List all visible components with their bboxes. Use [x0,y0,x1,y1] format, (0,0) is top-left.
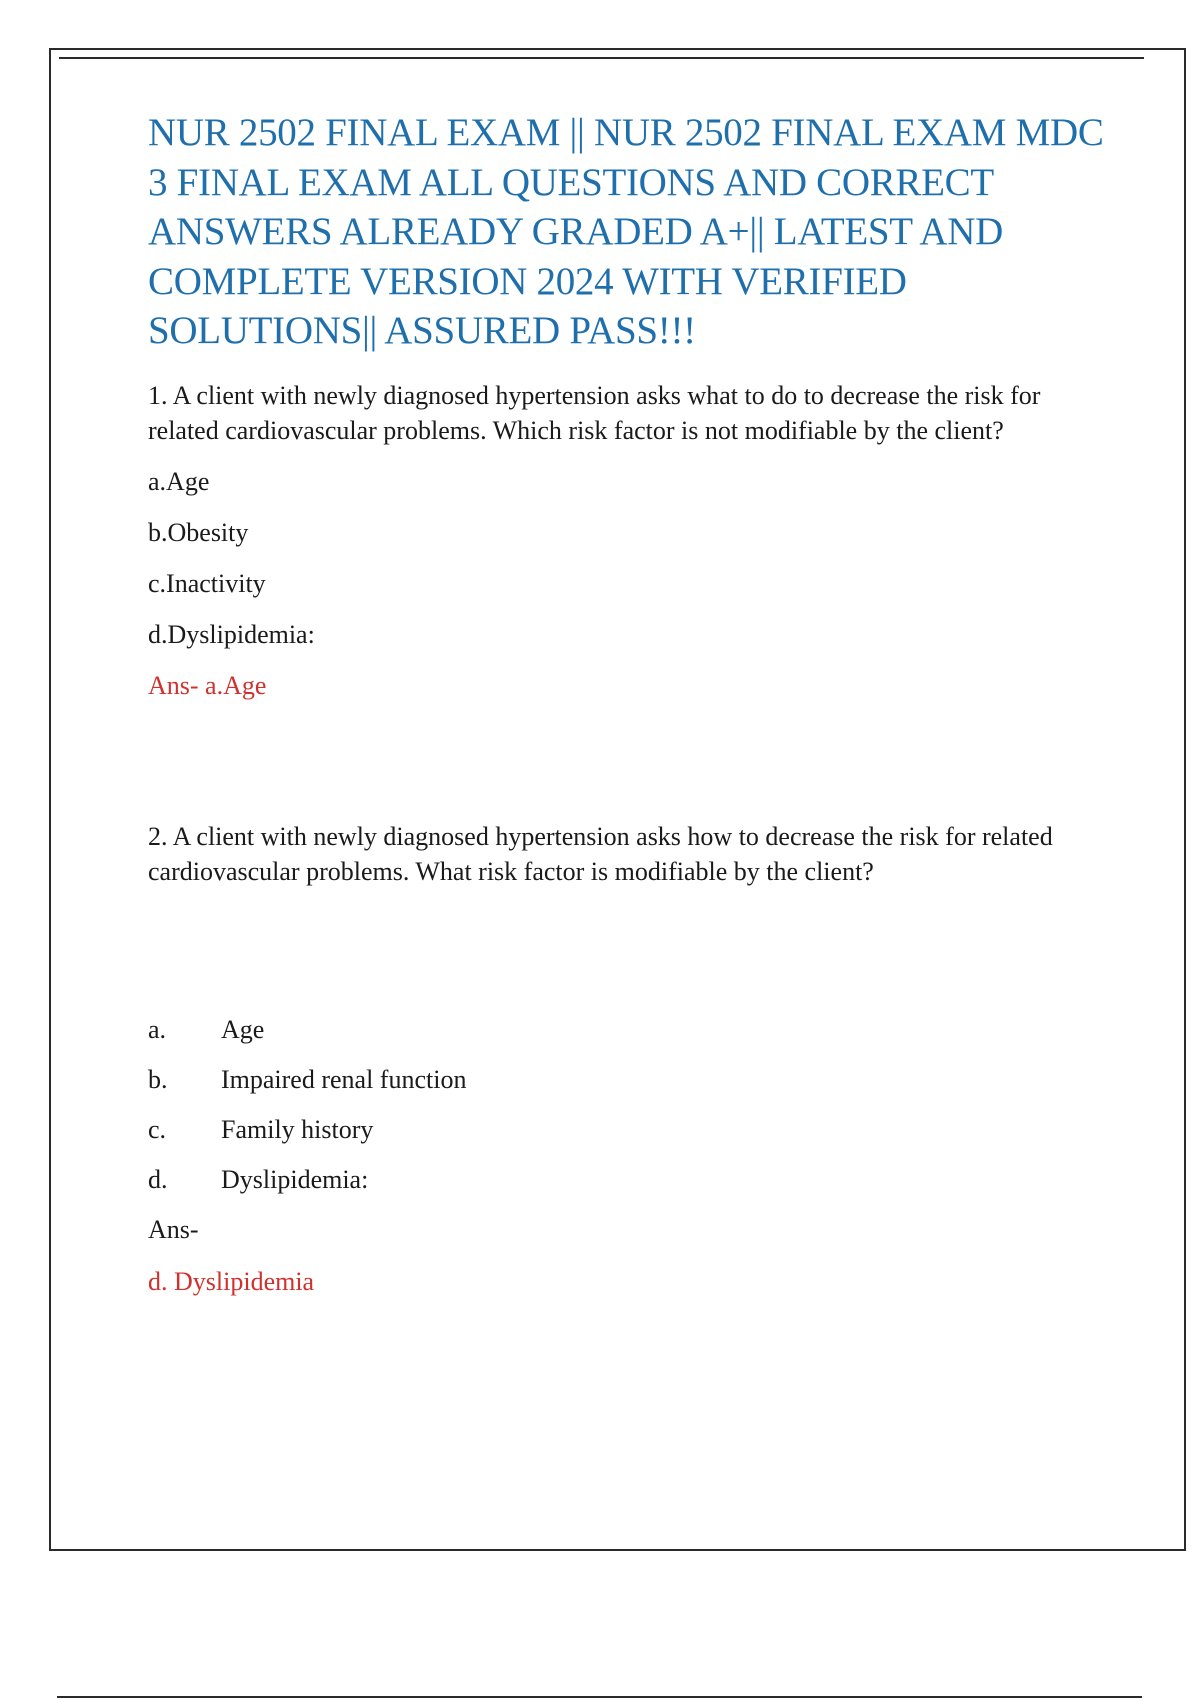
question-1-text: 1. A client with newly diagnosed hypertension asks what to do to decrease the risk for related cardiovascular problems. Which risk factor is not modifiable by the client? [148,380,1041,445]
option-letter: b. [148,1064,168,1094]
question-2-option-b [148,1062,1108,1097]
question-2-options [148,1012,1108,1197]
question-2-option-a [148,1012,1108,1047]
option-text: Dyslipidemia: [221,1164,369,1194]
question-2-option-c [148,1112,1108,1147]
question-2-answer-label: Ans- [148,1214,199,1244]
option-text: Age [221,1014,265,1044]
option-letter: c. [148,1114,167,1144]
option-letter: d. [148,1164,168,1194]
option-letter: a. [148,1014,167,1044]
option-text: Impaired renal function [221,1064,467,1094]
question-1-option-c: c.Inactivity [148,568,266,598]
document-content [148,108,1108,1299]
document-title: NUR 2502 FINAL EXAM || NUR 2502 FINAL EXAM MDC 3 FINAL EXAM ALL QUESTIONS AND CORRECT ANSWERS ALREADY GRADED A+|| LATEST AND COMPLETE VERSION 2024 WITH VERIFIED SOLUTIONS|| ASSURED PASS!!! [148,111,1104,352]
question-1-answer: Ans- a.Age [148,670,267,700]
page-frame [49,48,1186,1551]
question-2-answer: d. Dyslipidemia [148,1266,315,1296]
option-text: Family history [221,1114,374,1144]
question-1-option-a: a.Age [148,466,210,496]
question-2-text: 2. A client with newly diagnosed hypertension asks how to decrease the risk for related cardiovascular problems. What risk factor is modifiable by the client? [148,821,1053,886]
question-2-option-d [148,1162,1108,1197]
question-1-option-b: b.Obesity [148,517,249,547]
question-1-option-d: d.Dyslipidemia: [148,619,315,649]
top-rule [59,57,1144,59]
bottom-rule [57,1696,1142,1698]
